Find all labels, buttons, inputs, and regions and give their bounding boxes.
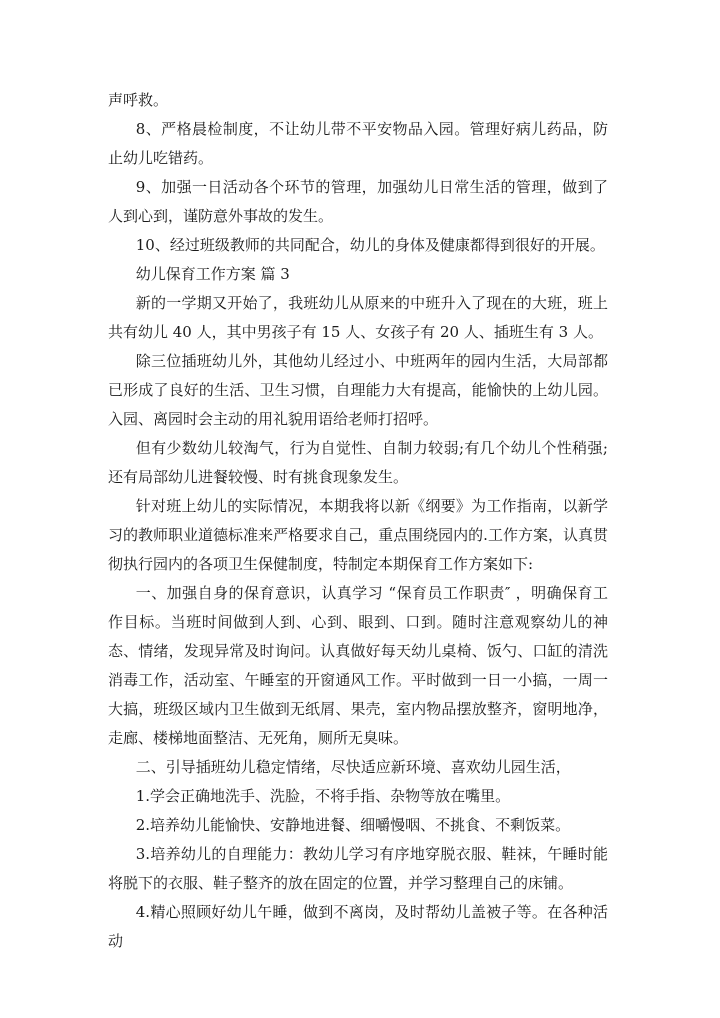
paragraph-issues: 但有少数幼儿较淘气，行为自觉性、自制力较弱;有几个幼儿个性稍强;还有局部幼儿进餐较慢、时有挑食现象发生。 [108, 439, 608, 486]
paragraph-section-two: 二、引导插班幼儿稳定情绪，尽快适应新环境、喜欢幼儿园生活， [135, 758, 571, 776]
paragraph-item-9: 9、加强一日活动各个环节的管理，加强幼儿日常生活的管理，做到了人到心到，谨防意外事故的发生。 [108, 178, 608, 225]
paragraph-section-one: 一、加强自身的保育意识，认真学习 “保育员工作职责″ ，明确保育工作目标。当班时间做到人到、心到、眼到、口到。随时注意观察幼儿的神态、情绪，发现异常及时询问。认真做好每天幼儿桌椅、饭勺、口缸的清洗消毒工作，活动室、午睡室的开窗通风工作。平时做到一日一小搞，一周一大搞，班级区域内卫生做到无纸屑、果壳，室内物品摆放整齐，窗明地净，走廊、楼梯地面整洁、无死角，厕所无臭味。 [108, 584, 608, 747]
list-item-3: 3.培养幼儿的自理能力：教幼儿学习有序地穿脱衣服、鞋袜，午睡时能将脱下的衣服、鞋子整齐的放在固定的位置，并学习整理自己的床铺。 [108, 845, 608, 892]
document-body [108, 86, 608, 956]
paragraph-continuation: 声呼救。 [108, 91, 169, 109]
list-item-4: 4.精心照顾好幼儿午睡，做到不离岗，及时帮幼儿盖被子等。在各种活动 [108, 903, 608, 950]
paragraph-habits: 除三位插班幼儿外，其他幼儿经过小、中班两年的园内生活，大局部都已形成了良好的生活、卫生习惯，自理能力大有提高，能愉快的上幼儿园。入园、离园时会主动的用礼貌用语给老师打招呼。 [108, 352, 608, 428]
paragraph-class-overview: 新的一学期又开始了，我班幼儿从原来的中班升入了现在的大班，班上共有幼儿 40 人，其中男孩子有 15 人、女孩子有 20 人、插班生有 3 人。 [108, 294, 608, 341]
list-item-1: 1.学会正确地洗手、洗脸，不将手指、杂物等放在嘴里。 [135, 787, 511, 805]
paragraph-item-8: 8、严格晨检制度，不让幼儿带不平安物品入园。管理好病儿药品，防止幼儿吃错药。 [108, 120, 608, 167]
section-heading: 幼儿保育工作方案 篇 3 [135, 265, 290, 283]
paragraph-item-10: 10、经过班级教师的共同配合，幼儿的身体及健康都得到很好的开展。 [135, 236, 605, 254]
paragraph-plan-intro: 针对班上幼儿的实际情况，本期我将以新《纲要》为工作指南，以新学习的教师职业道德标准来严格要求自己，重点围绕园内的.工作方案，认真贯彻执行园内的各项卫生保健制度，特制定本期保育工作方案如下: [108, 497, 608, 573]
list-item-2: 2.培养幼儿能愉快、安静地进餐、细嚼慢咽、不挑食、不剩饭菜。 [135, 816, 571, 834]
